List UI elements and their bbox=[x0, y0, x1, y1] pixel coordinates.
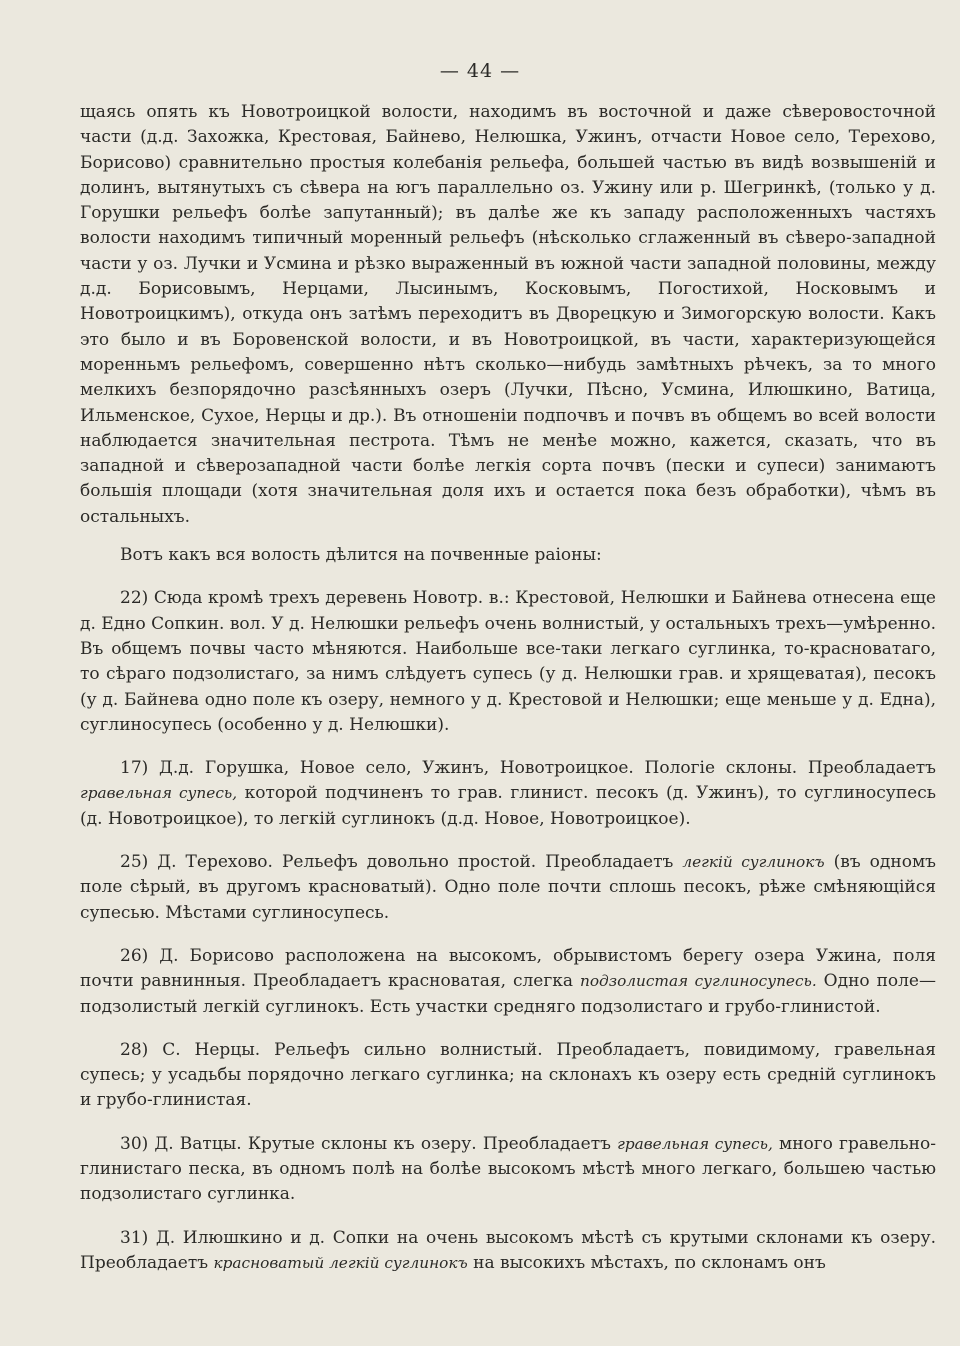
paragraph-region-30 bbox=[80, 1132, 936, 1208]
region-26-emphasis: подзолистая суглиносупесь. bbox=[579, 972, 817, 991]
region-31-emphasis: красноватый легкій суглинокъ bbox=[213, 1253, 468, 1272]
region-26-text-b: Одно поле— подзолистый легкій суглинокъ. Есть участки средняго подзолистаго и грубо-глинистой. bbox=[80, 971, 936, 1017]
region-17-text-a: 17) Д.д. Горушка, Новое село, Ужинъ, Новотроицкое. Пологіе склоны. Преобладаетъ bbox=[120, 758, 936, 779]
region-26-text-a: 26) Д. Борисово расположена на высокомъ, обрывистомъ берегу озера Ужина, поля почти равнинныя. Преобладаетъ красноватая, слегка bbox=[80, 945, 936, 992]
page-body bbox=[80, 100, 936, 1276]
paragraph-region-22: 22) Сюда кромѣ трехъ деревень Новотр. в.: Крестовой, Нелюшки и Байнева отнесена еще д. Едно Сопкин. вол. У д. Нелюшки рельефъ очень волнистый, у остальныхъ трехъ—умѣренно. Въ общемъ почвы часто мѣняются. Наибольше все-таки легкаго суглинка, то-красноватаго, то сѣраго подзолистаго, за нимъ слѣдуетъ супесь (у д. Нелюшки грав. и хрящеватая), песокъ (у д. Байнева одно поле къ озеру, немного у д. Крестовой и Нелюшки; еще меньше у д. Една), суглиносупесь (особенно у д. Нелюшки). bbox=[80, 588, 936, 735]
region-30-text-a: 30) Д. Ватцы. Крутые склоны къ озеру. Преобладаетъ bbox=[120, 1133, 618, 1154]
paragraph-regions-lead: Вотъ какъ вся волость дѣлится на почвенные раіоны: bbox=[120, 545, 602, 566]
region-31-text-b: на высокихъ мѣстахъ, по склонамъ онъ bbox=[467, 1252, 826, 1273]
paragraph-region-17 bbox=[80, 756, 936, 832]
region-17-emphasis: гравельная супесь, bbox=[80, 784, 238, 803]
paragraph-region-26 bbox=[80, 944, 936, 1020]
paragraph-region-25 bbox=[80, 850, 936, 926]
page-number: — 44 — bbox=[439, 60, 521, 82]
region-31-text-a: 31) Д. Илюшкино и д. Сопки на очень высокомъ мѣстѣ съ крутыми склонами къ озеру. Преобладаетъ bbox=[80, 1227, 936, 1273]
paragraph-region-31 bbox=[80, 1226, 936, 1277]
region-25-text-a: 25) Д. Терехово. Рельефъ довольно простой. Преобладаетъ bbox=[120, 852, 683, 873]
region-17-text-b: которой подчиненъ то грав. глинист. песокъ (д. Ужинъ), то суглиносупесь (д. Новотроицкое), то легкій суглинокъ (д.д. Новое, Новотроицкое). bbox=[80, 783, 936, 829]
region-25-emphasis: легкій суглинокъ bbox=[682, 853, 825, 872]
region-25-text-b: (въ одномъ поле сѣрый, въ другомъ красноватый). Одно поле почти сплошь песокъ, рѣже смѣняющійся супесью. Мѣстами суглиносупесь. bbox=[80, 852, 936, 923]
region-30-emphasis: гравельная супесь, bbox=[617, 1134, 773, 1153]
region-30-text-b: много гравельно-глинистаго песка, въ одномъ полѣ на болѣе высокомъ мѣстѣ много легкаго, большею частью подзолистаго суглинка. bbox=[80, 1133, 936, 1205]
paragraph-region-28: 28) С. Нерцы. Рельефъ сильно волнистый. Преобладаетъ, повидимому, гравельная супесь; у усадьбы порядочно легкаго суглинка; на склонахъ къ озеру есть средній суглинокъ и грубо-глинистая. bbox=[80, 1039, 936, 1111]
paragraph-intro: щаясь опять къ Новотроицкой волости, находимъ въ восточной и даже сѣверовосточной части (д.д. Захожка, Крестовая, Байнево, Нелюшка, Ужинъ, отчасти Новое село, Терехово, Борисово) сравнительно простыя колебанія рельефа, большей частью въ видѣ возвышеній и долинъ, вытянутыхъ съ сѣвера на югъ параллельно оз. Ужину или р. Шегринкѣ, (только у д. Горушки рельефъ болѣе запутанный); въ далѣе же къ западу расположенныхъ частяхъ волости находимъ типичный моренный рельефъ (нѣсколько сглаженный въ сѣверо-западной части у оз. Лучки и Усмина и рѣзко выраженный въ южной части западной половины, между д.д. Борисовымъ, Нерцами, Лысинымъ, Косковымъ, Погостихой, Носковымъ и Новотроицкимъ), откуда онъ затѣмъ переходитъ въ Дворецкую и Зимогорскую волости. Какъ это было и въ Боровенской волости, и въ Новотроицкой, въ части, характеризующейся моренньмъ рельефомъ, совершенно нѣтъ сколько—нибудь замѣтныхъ рѣчекъ, за то много мелкихъ безпорядочно разсѣянныхъ озеръ (Лучки, Пѣсно, Усмина, Илюшкино, Ватица, Ильменское, Сухое, Нерцы и др.). Въ отношеніи подпочвъ и почвъ въ общемъ во всей волости наблюдается значительная пестрота. Тѣмъ не менѣе можно, кажется, сказать, что въ западной и сѣверозападной части болѣе легкія сорта почвъ (пески и супеси) занимаютъ большія площади (хотя значительная доля ихъ и остается пока безъ обработки), чѣмъ въ остальныхъ. bbox=[80, 102, 936, 527]
